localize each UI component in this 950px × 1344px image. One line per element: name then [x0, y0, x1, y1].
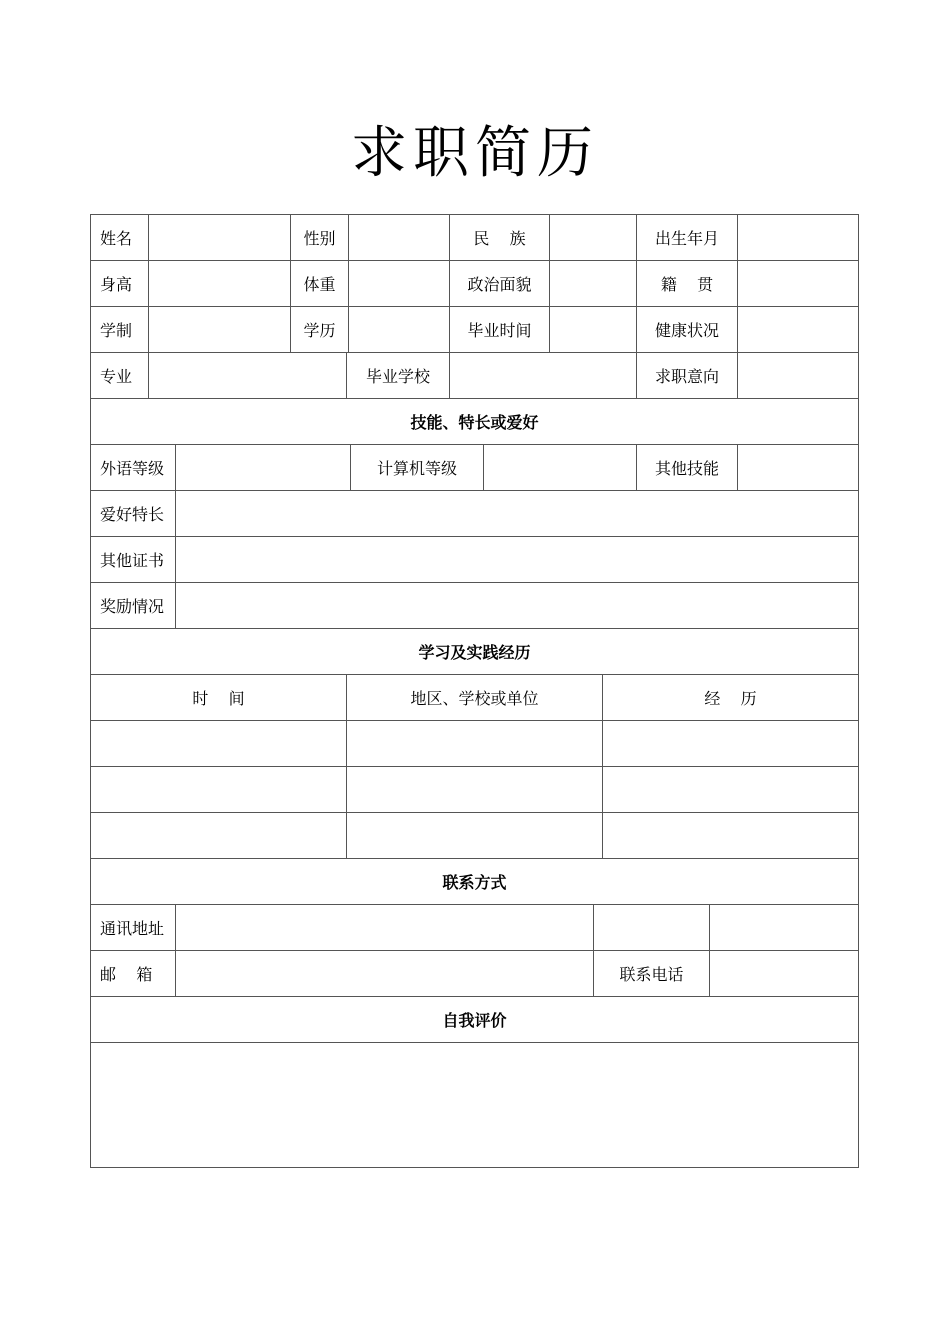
ethnicity-field[interactable] — [550, 215, 637, 261]
gender-field[interactable] — [349, 215, 450, 261]
degree-label: 学历 — [291, 307, 349, 353]
health-field[interactable] — [738, 307, 858, 353]
height-field[interactable] — [149, 261, 291, 307]
graduation-time-field[interactable] — [550, 307, 637, 353]
major-label: 专业 — [91, 353, 149, 399]
email-field[interactable] — [176, 951, 594, 997]
self-evaluation-field[interactable] — [91, 1043, 858, 1167]
page-title: 求职简历 — [351, 121, 599, 186]
degree-field[interactable] — [349, 307, 450, 353]
computer-level-label: 计算机等级 — [351, 445, 484, 491]
email-label: 邮 箱 — [91, 951, 176, 997]
experience-col-place: 地区、学校或单位 — [347, 675, 603, 721]
contact-blank-field[interactable] — [710, 905, 858, 951]
certificate-label: 其他证书 — [91, 537, 176, 583]
weight-field[interactable] — [349, 261, 450, 307]
study-system-label: 学制 — [91, 307, 149, 353]
name-label: 姓名 — [91, 215, 149, 261]
name-field[interactable] — [149, 215, 291, 261]
school-label: 毕业学校 — [347, 353, 450, 399]
job-intent-label: 求职意向 — [637, 353, 738, 399]
experience-place-field[interactable] — [347, 767, 603, 813]
experience-detail-field[interactable] — [603, 721, 858, 767]
phone-label: 联系电话 — [594, 951, 710, 997]
experience-time-field[interactable] — [91, 721, 347, 767]
contact-blank-label — [594, 905, 710, 951]
native-place-field[interactable] — [738, 261, 858, 307]
resume-form — [90, 214, 859, 1168]
hobby-label: 爱好特长 — [91, 491, 176, 537]
experience-detail-field[interactable] — [603, 813, 858, 859]
experience-place-field[interactable] — [347, 813, 603, 859]
major-field[interactable] — [149, 353, 347, 399]
experience-col-detail: 经 历 — [603, 675, 858, 721]
native-place-label: 籍 贯 — [637, 261, 738, 307]
contact-heading: 联系方式 — [91, 859, 858, 905]
experience-time-field[interactable] — [91, 767, 347, 813]
language-level-field[interactable] — [176, 445, 351, 491]
skills-heading: 技能、特长或爱好 — [91, 399, 858, 445]
weight-label: 体重 — [291, 261, 349, 307]
school-field[interactable] — [450, 353, 637, 399]
certificate-field[interactable] — [176, 537, 858, 583]
ethnicity-label: 民 族 — [450, 215, 550, 261]
other-skills-field[interactable] — [738, 445, 858, 491]
study-system-field[interactable] — [149, 307, 291, 353]
height-label: 身高 — [91, 261, 149, 307]
experience-heading: 学习及实践经历 — [91, 629, 858, 675]
self-evaluation-heading: 自我评价 — [91, 997, 858, 1043]
computer-level-field[interactable] — [484, 445, 637, 491]
experience-detail-field[interactable] — [603, 767, 858, 813]
other-skills-label: 其他技能 — [637, 445, 738, 491]
birth-label: 出生年月 — [637, 215, 738, 261]
award-field[interactable] — [176, 583, 858, 629]
graduation-time-label: 毕业时间 — [450, 307, 550, 353]
birth-field[interactable] — [738, 215, 858, 261]
language-level-label: 外语等级 — [91, 445, 176, 491]
political-field[interactable] — [550, 261, 637, 307]
phone-field[interactable] — [710, 951, 858, 997]
hobby-field[interactable] — [176, 491, 858, 537]
experience-place-field[interactable] — [347, 721, 603, 767]
address-field[interactable] — [176, 905, 594, 951]
address-label: 通讯地址 — [91, 905, 176, 951]
health-label: 健康状况 — [637, 307, 738, 353]
experience-time-field[interactable] — [91, 813, 347, 859]
political-label: 政治面貌 — [450, 261, 550, 307]
job-intent-field[interactable] — [738, 353, 858, 399]
award-label: 奖励情况 — [91, 583, 176, 629]
experience-col-time: 时 间 — [91, 675, 347, 721]
gender-label: 性别 — [291, 215, 349, 261]
